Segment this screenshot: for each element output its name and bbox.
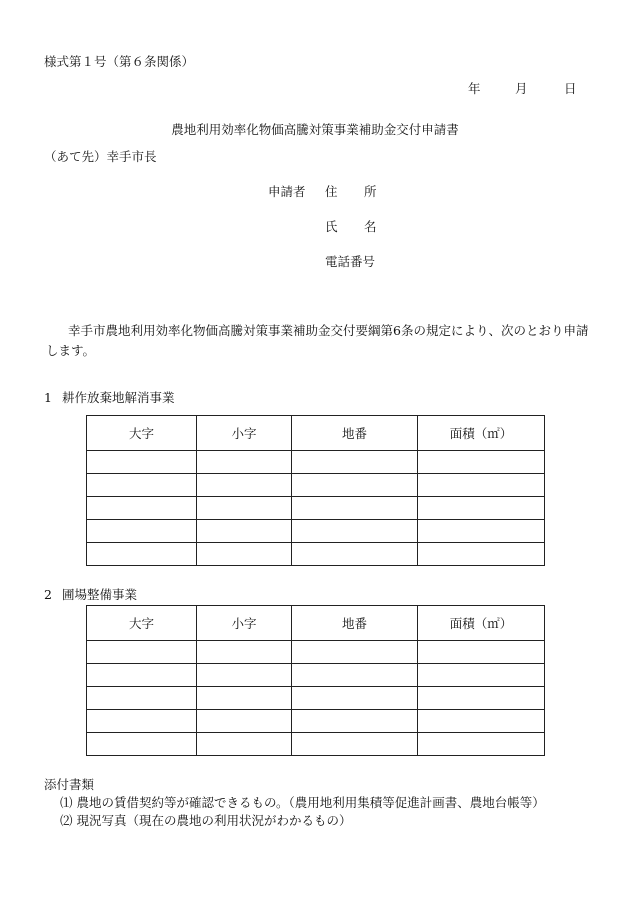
header-chiban: 地番 [292, 416, 418, 451]
table-row [87, 543, 545, 566]
table-row [87, 733, 545, 756]
koaza-cell[interactable] [197, 687, 292, 710]
phone-label: 電話番号 [325, 254, 376, 269]
header-oaza: 大字 [87, 416, 197, 451]
attachment-item-1: ⑴ 農地の賃借契約等が確認できるもの。（農用地利用集積等促進計画書、農地台帳等） [60, 795, 545, 810]
address-label-part-1: 住 [325, 184, 338, 199]
section-1-title: 耕作放棄地解消事業 [62, 390, 175, 405]
document-title: 農地利用効率化物価高騰対策事業補助金交付申請書 [171, 122, 459, 137]
date-month-label: 月 [515, 81, 528, 96]
date-day-label: 日 [564, 81, 577, 96]
koaza-cell[interactable] [197, 664, 292, 687]
oaza-cell[interactable] [87, 497, 197, 520]
section-2-heading [44, 589, 137, 602]
area-cell[interactable] [418, 641, 545, 664]
table-row [87, 641, 545, 664]
area-cell[interactable] [418, 451, 545, 474]
koaza-cell[interactable] [197, 641, 292, 664]
area-cell[interactable] [418, 497, 545, 520]
koaza-cell[interactable] [197, 733, 292, 756]
table-header-row [87, 416, 545, 451]
table-row [87, 664, 545, 687]
attachments-title: 添付書類 [44, 777, 95, 792]
section-2-number: 2 [44, 587, 52, 602]
area-cell[interactable] [418, 543, 545, 566]
area-cell[interactable] [418, 687, 545, 710]
oaza-cell[interactable] [87, 543, 197, 566]
table-row [87, 451, 545, 474]
oaza-cell[interactable] [87, 710, 197, 733]
chiban-cell[interactable] [292, 664, 418, 687]
oaza-cell[interactable] [87, 664, 197, 687]
chiban-cell[interactable] [292, 733, 418, 756]
form-number: 様式第１号（第６条関係） [44, 54, 195, 69]
header-area: 面積（㎡） [418, 606, 545, 641]
attachment-item-2: ⑵ 現況写真（現在の農地の利用状況がわかるもの） [60, 813, 352, 828]
koaza-cell[interactable] [197, 710, 292, 733]
oaza-cell[interactable] [87, 687, 197, 710]
table-header-row [87, 606, 545, 641]
name-label-part-1: 氏 [325, 219, 338, 234]
table-row [87, 474, 545, 497]
koaza-cell[interactable] [197, 497, 292, 520]
chiban-cell[interactable] [292, 710, 418, 733]
oaza-cell[interactable] [87, 451, 197, 474]
header-area: 面積（㎡） [418, 416, 545, 451]
table-row [87, 520, 545, 543]
header-oaza: 大字 [87, 606, 197, 641]
area-cell[interactable] [418, 664, 545, 687]
header-koaza: 小字 [197, 416, 292, 451]
chiban-cell[interactable] [292, 520, 418, 543]
koaza-cell[interactable] [197, 520, 292, 543]
table-row [87, 687, 545, 710]
chiban-cell[interactable] [292, 474, 418, 497]
name-label-part-2: 名 [364, 219, 377, 234]
table-row [87, 710, 545, 733]
koaza-cell[interactable] [197, 543, 292, 566]
oaza-cell[interactable] [87, 520, 197, 543]
section-1-number: 1 [44, 390, 52, 405]
area-cell[interactable] [418, 733, 545, 756]
area-cell[interactable] [418, 520, 545, 543]
chiban-cell[interactable] [292, 451, 418, 474]
date-year-label: 年 [468, 81, 481, 96]
oaza-cell[interactable] [87, 733, 197, 756]
section-2-parcel-table [86, 605, 545, 756]
address-label-part-2: 所 [364, 184, 377, 199]
koaza-cell[interactable] [197, 474, 292, 497]
oaza-cell[interactable] [87, 641, 197, 664]
application-body-text: 幸手市農地利用効率化物価高騰対策事業補助金交付要綱第6条の規定により、次のとおり申請します。 [46, 323, 589, 358]
table-row [87, 497, 545, 520]
header-chiban: 地番 [292, 606, 418, 641]
chiban-cell[interactable] [292, 497, 418, 520]
section-1-parcel-table [86, 415, 545, 566]
addressee: （あて先）幸手市長 [44, 149, 157, 164]
section-1-heading [44, 392, 175, 405]
applicant-label: 申請者 [268, 184, 306, 199]
header-koaza: 小字 [197, 606, 292, 641]
chiban-cell[interactable] [292, 543, 418, 566]
section-2-title: 圃場整備事業 [62, 587, 138, 602]
chiban-cell[interactable] [292, 687, 418, 710]
oaza-cell[interactable] [87, 474, 197, 497]
area-cell[interactable] [418, 710, 545, 733]
area-cell[interactable] [418, 474, 545, 497]
koaza-cell[interactable] [197, 451, 292, 474]
chiban-cell[interactable] [292, 641, 418, 664]
